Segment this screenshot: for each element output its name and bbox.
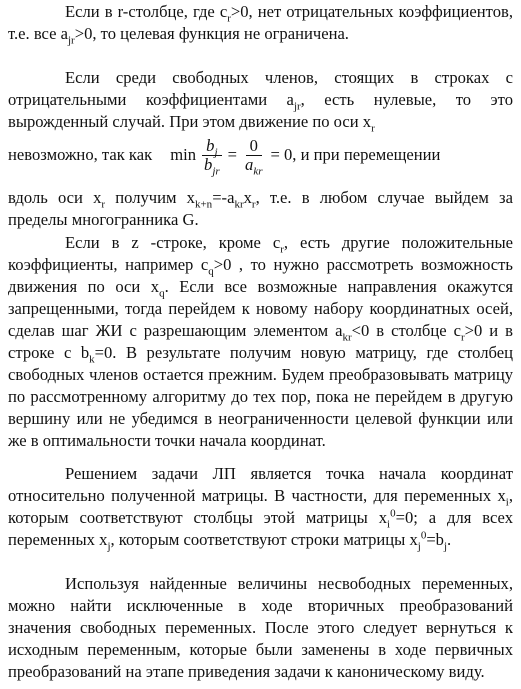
text: , которым соответствуют столбцы этой матрицы x bbox=[8, 486, 513, 527]
text: , есть нулевые, то это вырожденный случай. При этом движение по оси x bbox=[8, 90, 513, 131]
subscript: i bbox=[505, 496, 509, 509]
min-operator: min bbox=[170, 145, 197, 164]
text: Решением задачи ЛП является точка начала координат относительно полученной матрицы. В частности, для переменных x bbox=[8, 464, 513, 505]
text: Если в r-столбце, где c bbox=[65, 2, 228, 21]
superscript: 0 bbox=[420, 529, 427, 542]
text: Если среди свободных членов, стоящих в строках с отрицательными коэффициентами a bbox=[8, 68, 513, 109]
paragraph-1 bbox=[8, 1, 513, 45]
formula-suffix: , и при перемещении bbox=[292, 145, 441, 164]
subscript: jr bbox=[68, 34, 75, 47]
subscript: k bbox=[89, 353, 95, 366]
text: x bbox=[243, 188, 252, 207]
subscript: kr bbox=[342, 331, 352, 344]
fraction-denominator bbox=[241, 154, 266, 177]
subscript: r bbox=[251, 198, 256, 211]
equals-sign: = bbox=[227, 145, 238, 164]
text: Используя найденные величины несвободных переменных, можно найти исключенные в ходе вторичных преобразований значения свободных переменных. После этого следует вернуться к исходным переменным, которые были заменены в ходе первичных преобразований на этапе приведения задачи к каноническому виду. bbox=[8, 574, 513, 681]
subscript: j bbox=[214, 145, 218, 158]
text: Если в z -строке, кроме c bbox=[65, 233, 281, 252]
symbol-b: b bbox=[204, 154, 213, 174]
text: >0, то целевая функция не ограничена. bbox=[74, 24, 349, 43]
subscript: jr bbox=[212, 164, 220, 177]
text: получим x bbox=[105, 188, 195, 207]
formula-line bbox=[8, 123, 513, 187]
text: =0; а для всех переменных x bbox=[8, 508, 513, 549]
subscript: j bbox=[417, 540, 421, 553]
fraction-a bbox=[241, 135, 266, 177]
subscript: j bbox=[107, 540, 111, 553]
text: >0 , то нужно рассмотреть возможность движения по оси x bbox=[8, 255, 513, 296]
paragraph-5 bbox=[8, 463, 513, 551]
text: >0 и в строке с b bbox=[8, 321, 513, 362]
subscript: kr bbox=[234, 198, 244, 211]
text: , есть другие положительные коэффициенты, например c bbox=[8, 233, 513, 274]
subscript: k+n bbox=[194, 198, 213, 211]
paragraph-4 bbox=[8, 232, 513, 452]
text: =b bbox=[426, 530, 444, 549]
text: =0. В результате получим новую матрицу, где столбец свободных членов остается прежним. Будем преобразовывать матрицу по рассмотренному алгоритму до тех пор, пока не перейдем в другую вершину или не убедимся в неограниченности целевой функции или же в оптимальности точки начала координат. bbox=[8, 343, 513, 450]
equals-zero: = 0 bbox=[270, 145, 293, 164]
subscript: kr bbox=[253, 164, 263, 177]
text: вдоль оси x bbox=[8, 188, 102, 207]
subscript: r bbox=[101, 198, 106, 211]
subscript: q bbox=[208, 265, 214, 278]
subscript: q bbox=[159, 287, 165, 300]
symbol-b: b bbox=[206, 135, 215, 155]
superscript: 0 bbox=[390, 507, 396, 520]
subscript: r bbox=[280, 243, 284, 256]
paragraph-3 bbox=[8, 187, 513, 231]
fraction-denominator bbox=[200, 154, 224, 177]
text: . bbox=[447, 530, 452, 549]
text: =-a bbox=[212, 188, 235, 207]
subscript: i bbox=[387, 518, 391, 531]
fraction-b bbox=[200, 135, 224, 177]
text: . Если все возможные направления окажутся запрещенными, тогда перейдем к новому набору координатных осей, сделав шаг ЖИ с разрешающим элементом a bbox=[8, 277, 513, 340]
paragraph-6 bbox=[8, 573, 513, 683]
text: <0 в столбце c bbox=[351, 321, 461, 340]
fraction-numerator: 0 bbox=[246, 137, 262, 156]
fraction-numerator bbox=[202, 137, 221, 156]
text: , т.е. в любом случае выйдем за пределы многогранника G. bbox=[8, 188, 513, 229]
subscript: r bbox=[227, 12, 231, 25]
subscript: jr bbox=[293, 100, 301, 113]
text: >0, нет отрицательных коэффициентов, т.е. все a bbox=[8, 2, 513, 43]
subscript: r bbox=[460, 331, 465, 344]
subscript: r bbox=[371, 122, 375, 135]
text: , которым соответствуют строки матрицы x bbox=[110, 530, 418, 549]
symbol-a: a bbox=[245, 154, 254, 174]
subscript: j bbox=[443, 540, 448, 553]
formula-prefix: невозможно, так как bbox=[8, 145, 153, 164]
